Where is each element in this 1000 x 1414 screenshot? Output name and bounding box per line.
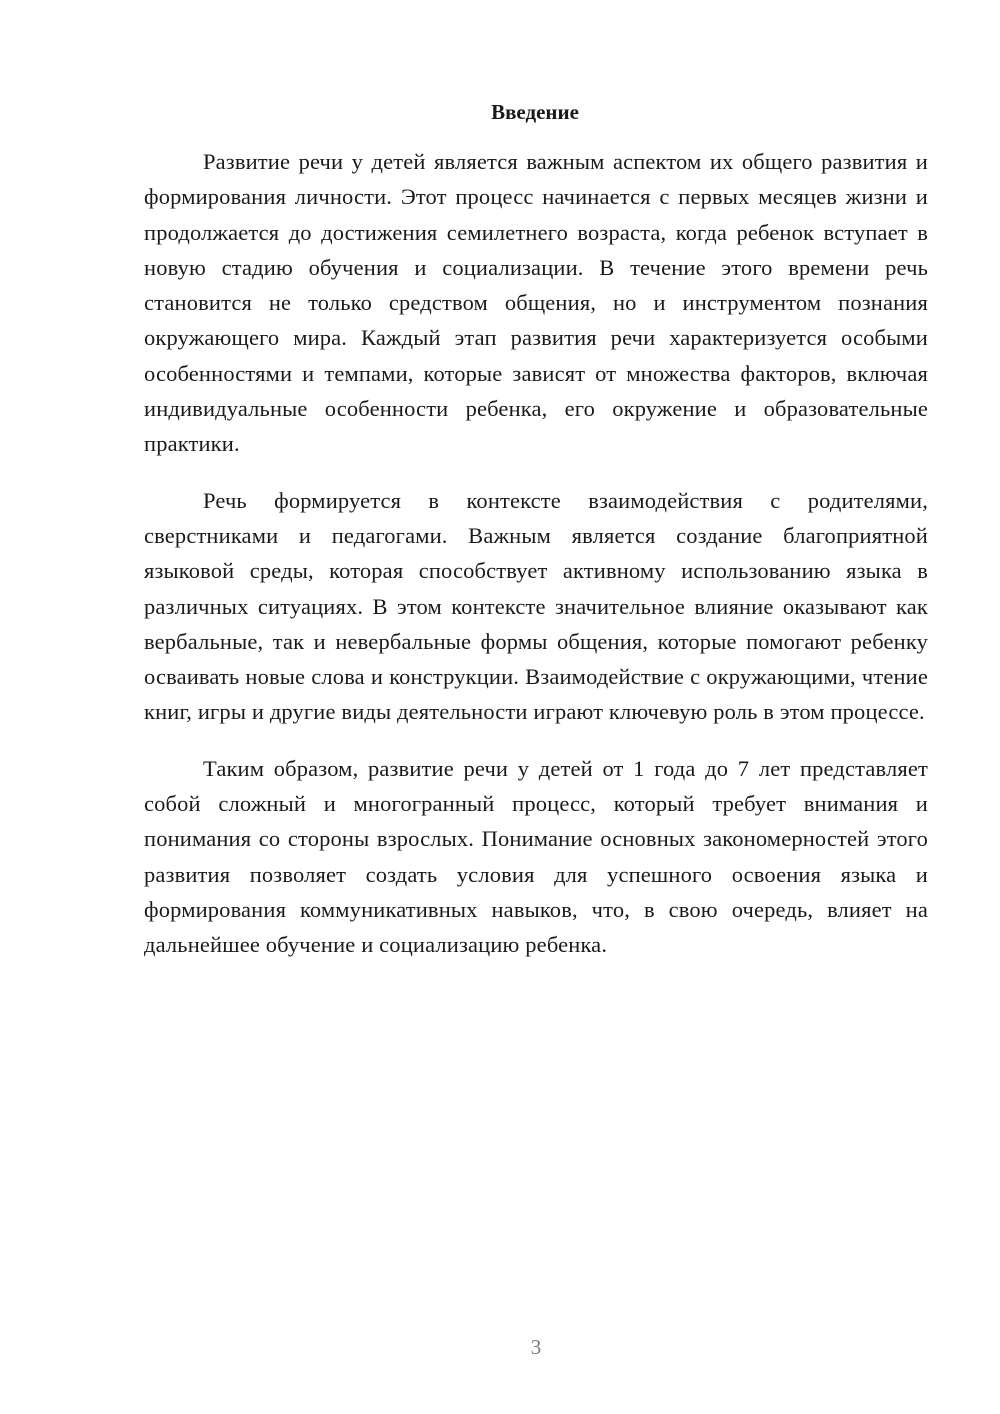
paragraph-1: Развитие речи у детей является важным аспектом их общего развития и формирования личности. Этот процесс начинается с первых месяцев жизни и продолжается до достижения семилетнего возраста, когда ребенок вступает в новую стадию обучения и социализации. В течение этого времени речь становится не только средством общения, но и инструментом познания окружающего мира. Каждый этап развития речи характеризуется особыми особенностями и темпами, которые зависят от множества факторов, включая индивидуальные особенности ребенка, его окружение и образовательные практики. (144, 149, 928, 457)
page-number: 3 (530, 1335, 542, 1359)
document-body (144, 144, 928, 984)
page-title: Введение (491, 100, 579, 124)
paragraph-3: Таким образом, развитие речи у детей от 1 года до 7 лет представляет собой сложный и многогранный процесс, который требует внимания и понимания со стороны взрослых. Понимание основных закономерностей этого развития позволяет создать условия для успешного освоения языка и формирования коммуникативных навыков, что, в свою очередь, влияет на дальнейшее обучение и социализацию ребенка. (144, 755, 928, 958)
paragraph-2: Речь формируется в контексте взаимодействия с родителями, сверстниками и педагогами. Важным является создание благоприятной языковой среды, которая способствует активному использованию языка в различных ситуациях. В этом контексте значительное влияние оказывают как вербальные, так и невербальные формы общения, которые помогают ребенку осваивать новые слова и конструкции. Взаимодействие с окружающими, чтение книг, игры и другие виды деятельности играют ключевую роль в этом процессе. (144, 487, 928, 725)
